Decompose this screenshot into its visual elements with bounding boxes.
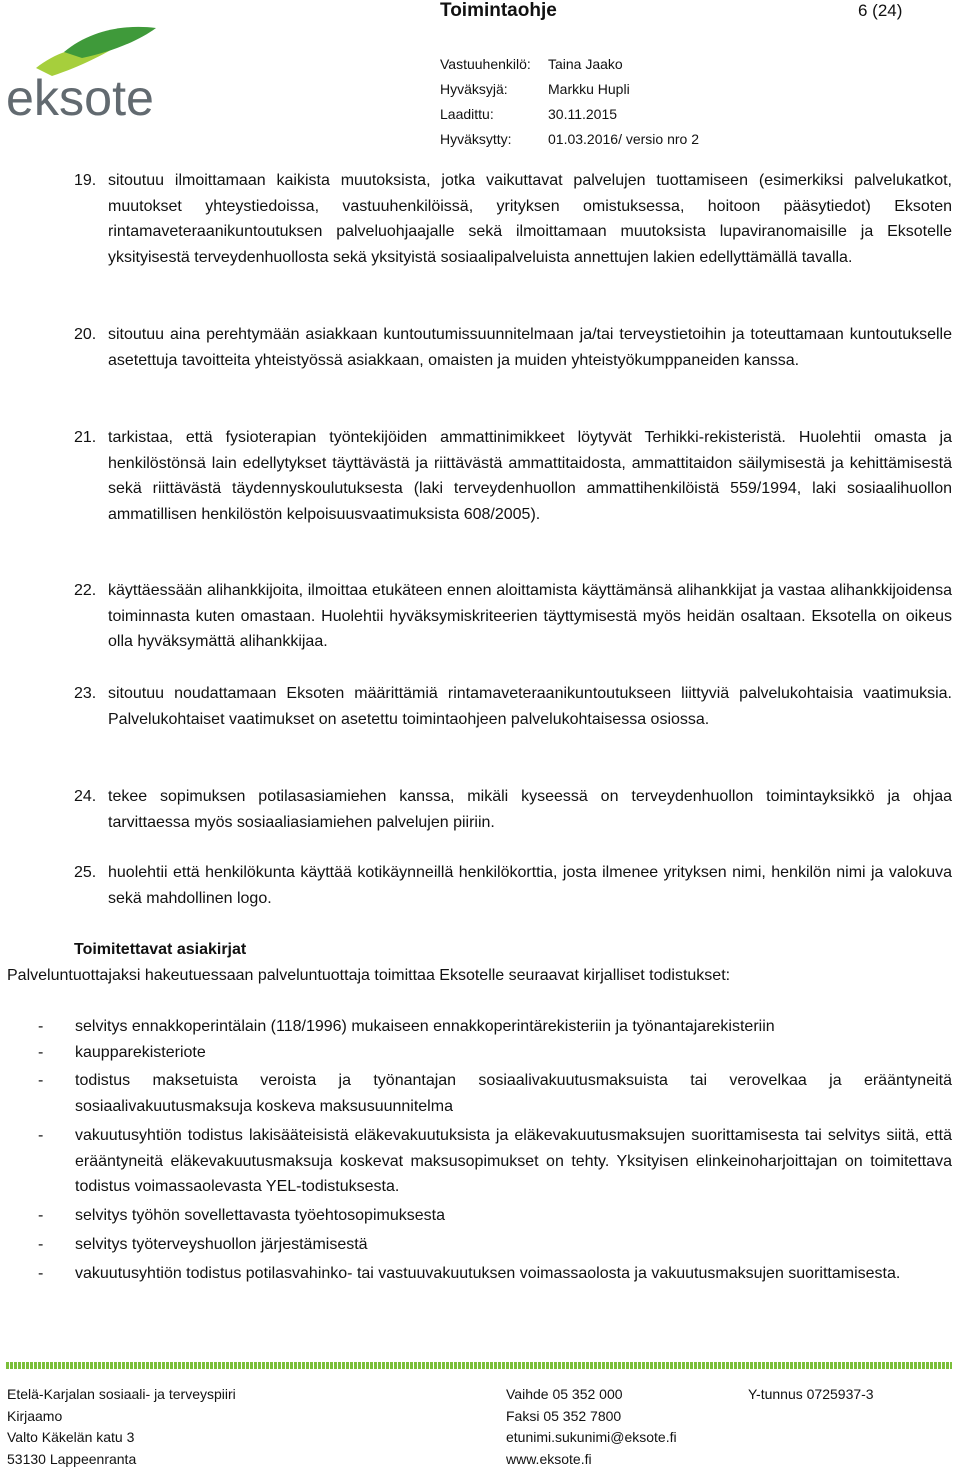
- item-text: tarkistaa, että fysioterapian työntekijöiden ammattinimikkeet löytyvät Terhikki-rekisteristä. Huolehtii omasta ja henkilöstönsä lain edellytykset täyttävästä ja riittävästä ammattitaidosta, ammattitaidon säilymisestä ja kehittämisestä sekä riittävästä täydennyskoulutuksesta (laki terveydenhuollon ammattihenkilöistä 559/1994, laki sosiaalihuollon ammatillisen henkilöstön kelpoisuusvaatimuksista 608/2005).: [108, 425, 952, 527]
- list-item: [38, 1014, 952, 1040]
- item-number: 22.: [74, 578, 96, 604]
- meta-value: 01.03.2016/ versio nro 2: [548, 127, 699, 152]
- meta-label: Hyväksyjä:: [440, 77, 548, 102]
- footer-line: Etelä-Karjalan sosiaali- ja terveyspiiri: [7, 1384, 236, 1406]
- bullet-marker: -: [38, 1040, 43, 1066]
- numbered-item: [74, 322, 952, 373]
- item-text: sitoutuu ilmoittamaan kaikista muutoksista, jotka vaikuttavat palvelujen tuottamiseen (esimerkiksi palvelukatkot, muutokset yhteystiedoissa, vastuuhenkilöissä, yrityksen omistuksessa, hoitoon pääsytiedot) Eksoten rintamaveteraanikuntoutuksen palveluohjaajalle sekä ilmoittamaan muutoksista lupaviranomaisille ja Eksotelle yksityisestä terveydenhuollosta sekä yksityistä sosiaalipalveluista annettujen lakien edellyttämällä tavalla.: [108, 168, 952, 270]
- item-number: 21.: [74, 425, 96, 451]
- footer-line: 53130 Lappeenranta: [7, 1449, 236, 1470]
- list-item: [38, 1203, 952, 1229]
- bullet-marker: -: [38, 1203, 43, 1229]
- item-text: sitoutuu noudattamaan Eksoten määrittämiä rintamaveteraanikuntoutukseen liittyviä palvelukohtaisia vaatimuksia. Palvelukohtaiset vaatimukset on asetettu toimintaohjeen palvelukohtaisessa osiossa.: [108, 681, 952, 732]
- bullet-text: vakuutusyhtiön todistus potilasvahinko- tai vastuuvakuutuksen voimassaolosta ja vakuutusmaksujen suorittamisesta.: [75, 1261, 952, 1287]
- list-item: [38, 1123, 952, 1200]
- bullet-marker: -: [38, 1123, 43, 1149]
- footer-line: Vaihde 05 352 000: [506, 1384, 677, 1406]
- logo-wordmark: eksote: [6, 70, 154, 124]
- meta-label: Vastuuhenkilö:: [440, 52, 548, 77]
- bullet-marker: -: [38, 1068, 43, 1094]
- bullet-text: selvitys työterveyshuollon järjestämisestä: [75, 1232, 952, 1258]
- footer-line: Y-tunnus 0725937-3: [748, 1384, 874, 1406]
- section-heading: Toimitettavat asiakirjat: [74, 938, 246, 962]
- bullet-text: selvitys työhön sovellettavasta työehtosopimuksesta: [75, 1203, 952, 1229]
- page-number: 6 (24): [858, 0, 902, 22]
- footer-line: Kirjaamo: [7, 1406, 236, 1428]
- meta-value: Markku Hupli: [548, 77, 630, 102]
- meta-label: Hyväksytty:: [440, 127, 548, 152]
- numbered-item: [74, 578, 952, 655]
- meta-row: [440, 77, 699, 102]
- footer-line: Valto Käkelän katu 3: [7, 1427, 236, 1449]
- footer-line: etunimi.sukunimi@eksote.fi: [506, 1427, 677, 1449]
- meta-label: Laadittu:: [440, 102, 548, 127]
- item-text: käyttäessään alihankkijoita, ilmoittaa etukäteen ennen aloittamista käyttämänsä alihankkijat ja vastaa alihankkijoidensa toiminnasta kuten omastaan. Huolehtii hyväksymiskriteerien täyttymisestä myös heidän osaltaan. Eksotella on oikeus olla hyväksymättä alihankkijaa.: [108, 578, 952, 655]
- section-intro: Palveluntuottajaksi hakeutuessaan palveluntuottaja toimittaa Eksotelle seuraavat kirjalliset todistukset:: [7, 964, 730, 988]
- footer-contact: [506, 1384, 677, 1470]
- item-number: 19.: [74, 168, 96, 194]
- list-item: [38, 1261, 952, 1287]
- meta-value: Taina Jaako: [548, 52, 623, 77]
- eksote-logo: [6, 24, 158, 124]
- bullet-marker: -: [38, 1014, 43, 1040]
- item-number: 24.: [74, 784, 96, 810]
- document-title: Toimintaohje: [440, 0, 557, 22]
- bullet-text: vakuutusyhtiön todistus lakisääteisistä eläkevakuutuksista ja eläkevakuutusmaksujen suorittamisesta tai selvitys siitä, että erääntyneitä eläkevakuutusmaksuja koskevat maksusopimukset on tehty. Yksityisen elinkeinoharjoittajan on toimitettava todistus voimassaolevasta YEL-todistuksesta.: [75, 1123, 952, 1200]
- item-text: tekee sopimuksen potilasasiamiehen kanssa, mikäli kyseessä on terveydenhuollon toimintayksikkö ja ohjaa tarvittaessa myös sosiaaliasiamiehen palvelujen piiriin.: [108, 784, 952, 835]
- footer-divider: [6, 1362, 952, 1369]
- meta-row: [440, 127, 699, 152]
- footer-address: [7, 1384, 236, 1470]
- bullet-marker: -: [38, 1232, 43, 1258]
- list-item: [38, 1040, 952, 1066]
- numbered-item: [74, 425, 952, 527]
- meta-row: [440, 52, 699, 77]
- bullet-text: kaupparekisteriote: [75, 1040, 952, 1066]
- logo-leaf-dark: [64, 27, 156, 58]
- item-number: 23.: [74, 681, 96, 707]
- meta-row: [440, 102, 699, 127]
- bullet-text: todistus maksetuista veroista ja työnantajan sosiaalivakuutusmaksuista tai verovelkaa ja erääntyneitä sosiaalivakuutusmaksuja koskeva maksusuunnitelma: [75, 1068, 952, 1119]
- footer-line: Faksi 05 352 7800: [506, 1406, 677, 1428]
- item-number: 20.: [74, 322, 96, 348]
- item-number: 25.: [74, 860, 96, 886]
- bullet-marker: -: [38, 1261, 43, 1287]
- item-text: huolehtii että henkilökunta käyttää kotikäynneillä henkilökorttia, josta ilmenee yrityksen nimi, henkilön nimi ja valokuva sekä mahdollinen logo.: [108, 860, 952, 911]
- footer-business-id: [748, 1384, 874, 1406]
- item-text: sitoutuu aina perehtymään asiakkaan kuntoutumissuunnitelmaan ja/tai terveystietoihin ja toteuttamaan kuntoutukselle asetettuja tavoitteita yhteistyössä asiakkaan, omaisten ja muiden yhteistyökumppaneiden kanssa.: [108, 322, 952, 373]
- list-item: [38, 1232, 952, 1258]
- document-metadata: [440, 52, 699, 152]
- meta-value: 30.11.2015: [548, 102, 617, 127]
- numbered-item: [74, 681, 952, 732]
- numbered-item: [74, 168, 952, 270]
- list-item: [38, 1068, 952, 1119]
- numbered-item: [74, 860, 952, 911]
- bullet-text: selvitys ennakkoperintälain (118/1996) mukaiseen ennakkoperintärekisteriin ja työnantajarekisteriin: [75, 1014, 952, 1040]
- numbered-item: [74, 784, 952, 835]
- footer-line: www.eksote.fi: [506, 1449, 677, 1470]
